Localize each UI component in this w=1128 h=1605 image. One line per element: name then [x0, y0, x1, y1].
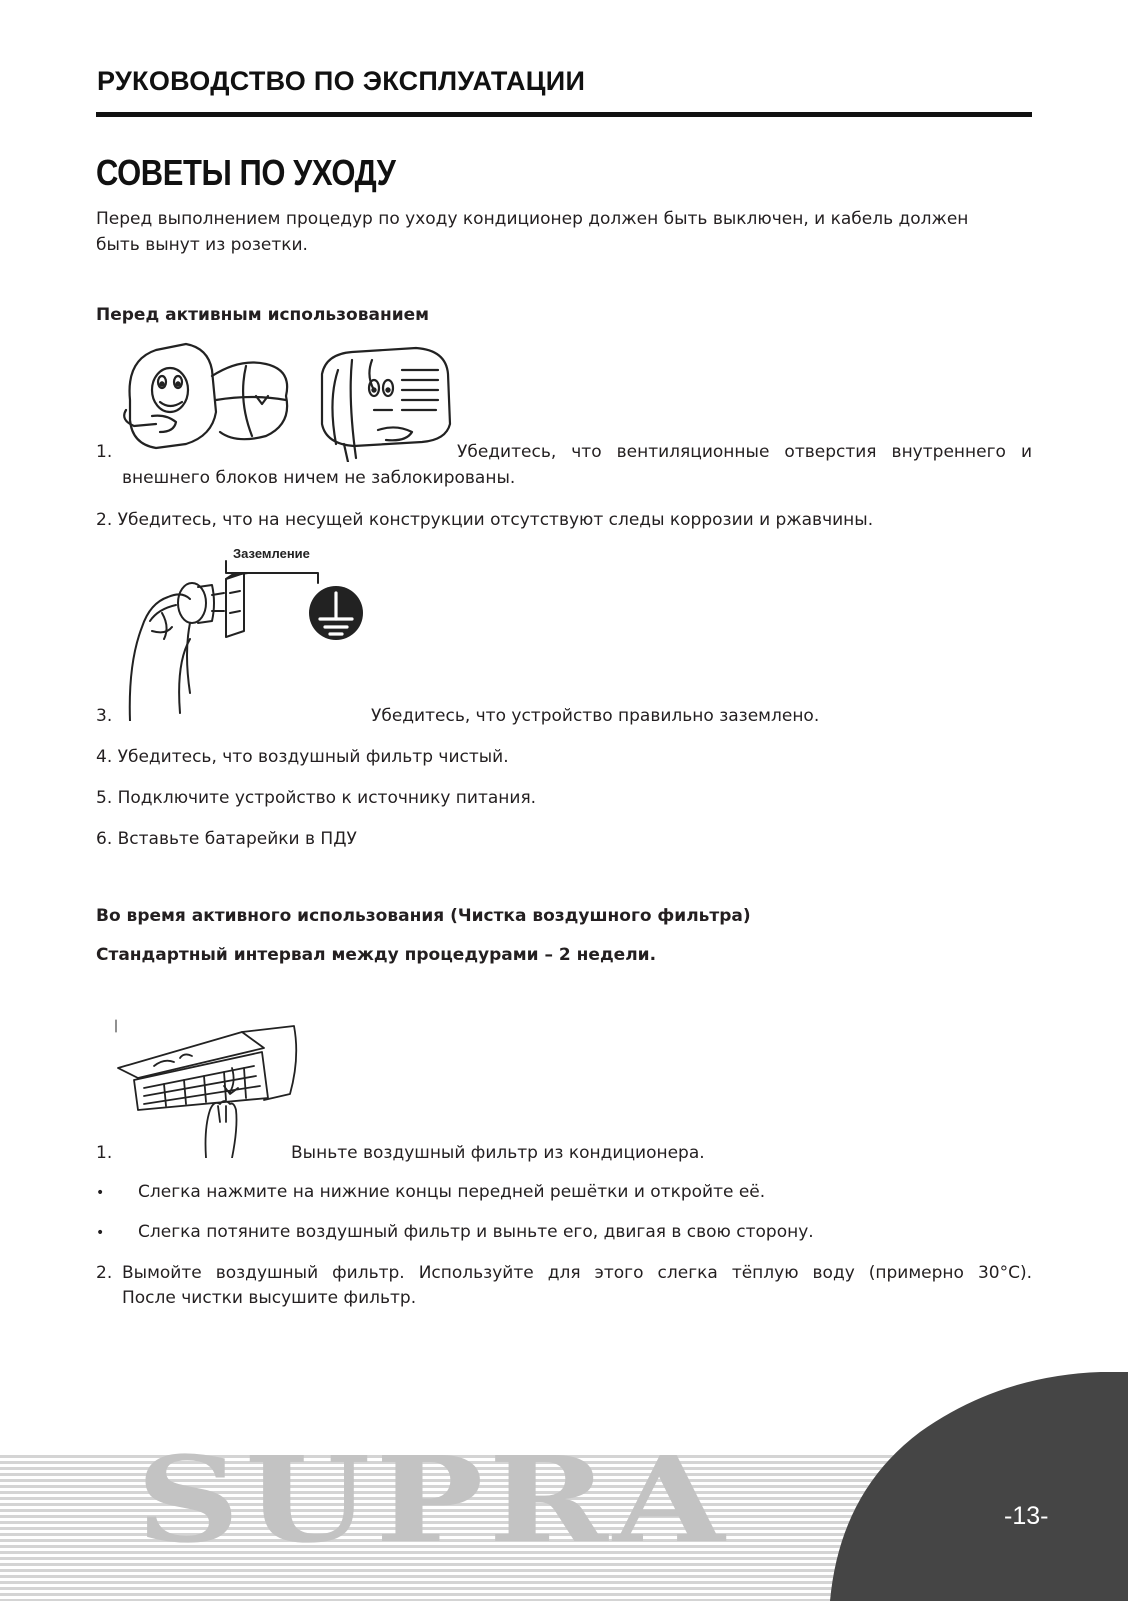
section-title: СОВЕТЫ ПО УХОДУ: [96, 152, 396, 193]
during-use-item-2-text: Вымойте воздушный фильтр. Используйте для этого слегка тёплую воду (примерно 30°C).: [122, 1263, 1032, 1283]
during-use-heading: Во время активного использования (Чистка воздушного фильтра): [96, 906, 751, 926]
before-use-item-5: 5. Подключите устройство к источнику питания.: [96, 788, 537, 808]
bullet-marker-1: •: [96, 1185, 105, 1201]
before-use-item-4: 4. Убедитесь, что воздушный фильтр чистый.: [96, 747, 509, 767]
header-divider: [96, 112, 1032, 117]
bullet-item-2: Слегка потяните воздушный фильтр и выньте его, двигая в свою сторону.: [138, 1222, 814, 1242]
intro-line-1: Перед выполнением процедур по уходу кондиционер должен быть выключен, и кабель должен: [96, 209, 969, 229]
page-corner-decoration: [830, 1372, 1128, 1601]
document-header-title: РУКОВОДСТВО ПО ЭКСПЛУАТАЦИИ: [97, 66, 586, 96]
intro-line-2: быть вынут из розетки.: [96, 235, 308, 255]
page-number: -13-: [1004, 1502, 1049, 1530]
bullet-item-1: Слегка нажмите на нижние концы передней решётки и откройте её.: [138, 1182, 766, 1202]
intro-paragraph: [96, 206, 1032, 258]
during-use-item-2-text-continued: После чистки высушите фильтр.: [122, 1288, 417, 1308]
grounding-label: Заземление: [233, 546, 310, 561]
before-use-item-3-number: 3.: [96, 706, 113, 726]
brand-watermark: SUPRA: [136, 1430, 730, 1569]
before-use-item-1-text: Убедитесь, что вентиляционные отверстия внутреннего и: [457, 442, 1032, 462]
before-use-item-3-text: Убедитесь, что устройство правильно заземлено.: [371, 706, 820, 726]
filter-removal-illustration: [114, 1018, 304, 1158]
before-use-item-1-text-continued: внешнего блоков ничем не заблокированы.: [122, 468, 516, 488]
blocked-vents-illustration: [116, 340, 456, 462]
bullet-marker-2: •: [96, 1225, 105, 1241]
before-use-item-1-number: 1.: [96, 442, 113, 462]
cleaning-interval-note: Стандартный интервал между процедурами – 2 недели.: [96, 945, 657, 965]
during-use-item-2-number: 2.: [96, 1263, 113, 1283]
grounding-illustration: [120, 543, 370, 721]
during-use-item-1-number: 1.: [96, 1143, 113, 1163]
before-use-heading: Перед активным использованием: [96, 305, 430, 325]
during-use-item-1-text: Выньте воздушный фильтр из кондиционера.: [291, 1143, 705, 1163]
before-use-item-2: 2. Убедитесь, что на несущей конструкции отсутствуют следы коррозии и ржавчины.: [96, 510, 874, 530]
before-use-item-6: 6. Вставьте батарейки в ПДУ: [96, 829, 357, 849]
